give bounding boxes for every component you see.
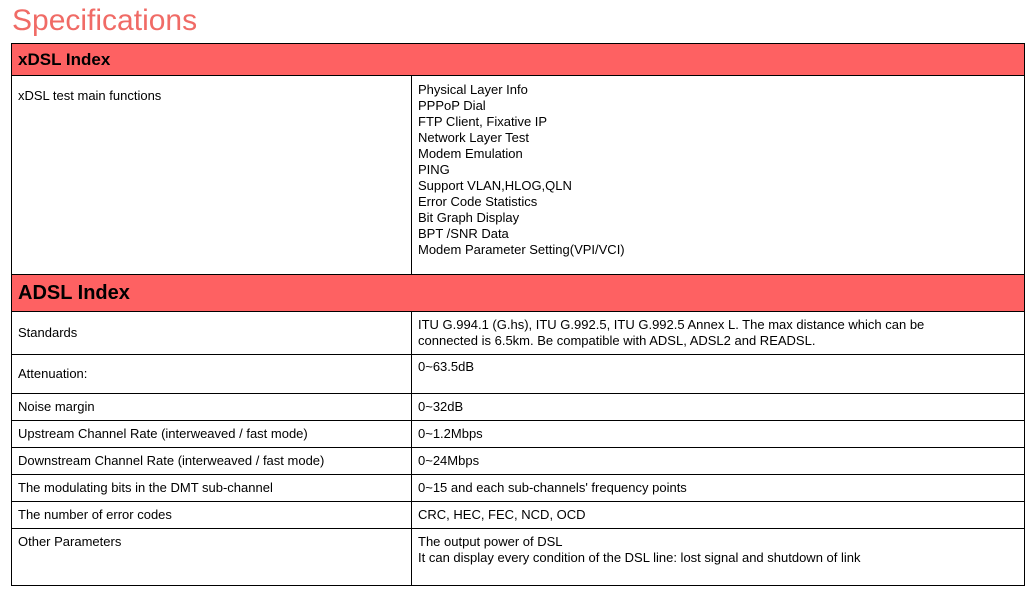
table-row (12, 76, 1025, 275)
row-label: xDSL test main functions (12, 76, 412, 275)
xdsl-section-header (12, 44, 1025, 76)
row-label: Attenuation: (12, 355, 412, 394)
row-label: The number of error codes (12, 502, 412, 529)
page-title: Specifications (12, 4, 198, 37)
row-value: 0~24Mbps (412, 448, 1025, 475)
row-value: CRC, HEC, FEC, NCD, OCD (412, 502, 1025, 529)
value-line: The output power of DSL (418, 534, 563, 549)
row-label: The modulating bits in the DMT sub-channel (12, 475, 412, 502)
table-row (12, 312, 1025, 355)
row-value (412, 76, 1025, 275)
value-line: Modem Emulation (418, 146, 523, 161)
value-line: connected is 6.5km. Be compatible with ADSL, ADSL2 and READSL. (418, 333, 816, 348)
table-row (12, 355, 1025, 394)
table-row (12, 448, 1025, 475)
table-row (12, 394, 1025, 421)
value-line: FTP Client, Fixative IP (418, 114, 548, 129)
row-label: Noise margin (12, 394, 412, 421)
value-line: ITU G.994.1 (G.hs), ITU G.992.5, ITU G.992.5 Annex L. The max distance which can be (418, 317, 925, 332)
value-line: Support VLAN,HLOG,QLN (418, 178, 572, 193)
row-value: 0~1.2Mbps (412, 421, 1025, 448)
row-value (412, 529, 1025, 586)
table-row (12, 529, 1025, 586)
table-row (12, 421, 1025, 448)
specifications-table (11, 43, 1025, 586)
value-line: PING (418, 162, 450, 177)
value-line: BPT /SNR Data (418, 226, 509, 241)
adsl-section-title: ADSL Index (12, 275, 1025, 312)
value-line: PPPoP Dial (418, 98, 486, 113)
adsl-section-header (12, 275, 1025, 312)
row-value (412, 312, 1025, 355)
value-line: Network Layer Test (418, 130, 530, 145)
table-row (12, 475, 1025, 502)
row-value: 0~15 and each sub-channels' frequency points (412, 475, 1025, 502)
row-value: 0~32dB (412, 394, 1025, 421)
row-label: Standards (12, 312, 412, 355)
table-row (12, 502, 1025, 529)
value-line: It can display every condition of the DSL line: lost signal and shutdown of link (418, 550, 861, 565)
xdsl-section-title: xDSL Index (12, 44, 1025, 76)
row-label: Other Parameters (12, 529, 412, 586)
row-label: Downstream Channel Rate (interweaved / fast mode) (12, 448, 412, 475)
value-line: Modem Parameter Setting(VPI/VCI) (418, 242, 625, 257)
row-value: 0~63.5dB (412, 355, 1025, 394)
value-line: Bit Graph Display (418, 210, 520, 225)
value-line: Error Code Statistics (418, 194, 538, 209)
value-line: Physical Layer Info (418, 82, 528, 97)
row-label: Upstream Channel Rate (interweaved / fast mode) (12, 421, 412, 448)
